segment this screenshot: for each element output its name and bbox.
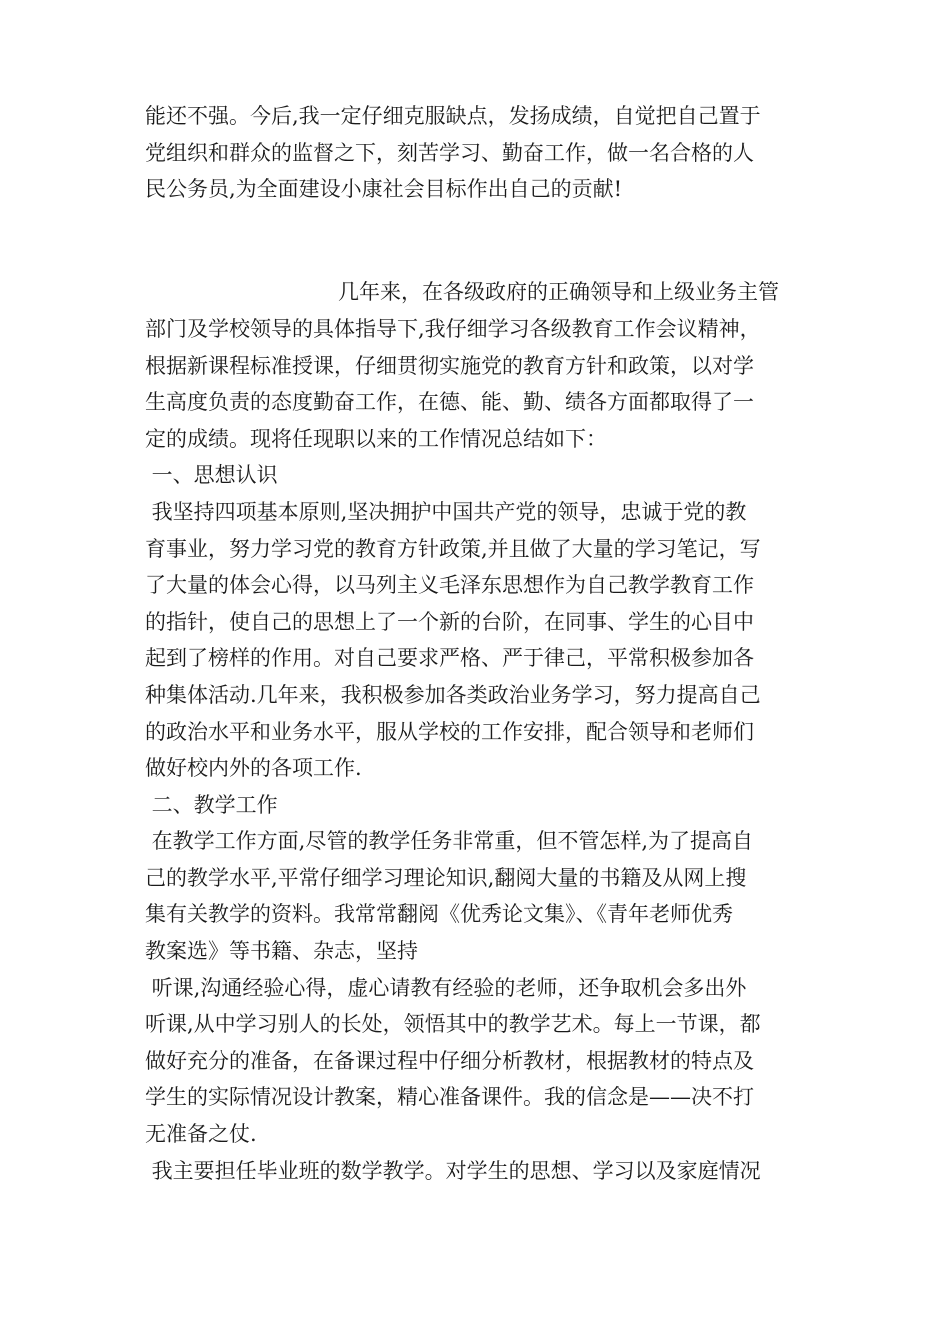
text-line: 根据新课程标准授课，仔细贯彻实施党的教育方针和政策，以对学 bbox=[145, 353, 754, 378]
text-line: 我主要担任毕业班的数学教学。对学生的思想、学习以及家庭情况 bbox=[145, 1158, 761, 1183]
text-line: 育事业，努力学习党的教育方针政策,并且做了大量的学习笔记，写 bbox=[145, 536, 761, 561]
paragraph-thought bbox=[145, 494, 815, 787]
blank-line bbox=[145, 208, 815, 245]
text-line: 做好充分的准备，在备课过程中仔细分析教材，根据教材的特点及 bbox=[145, 1048, 754, 1073]
text-line: 做好校内外的各项工作. bbox=[145, 756, 362, 781]
text-line: 几年来，在各级政府的正确领导和上级业务主管 bbox=[338, 280, 779, 305]
text-line: 无准备之仗. bbox=[145, 1122, 257, 1147]
text-line: 定的成绩。现将任现职以来的工作情况总结如下： bbox=[145, 426, 607, 451]
paragraph-lessons bbox=[145, 970, 815, 1153]
spacer bbox=[145, 244, 815, 274]
text-line: 起到了榜样的作用。对自己要求严格、严于律己，平常积极参加各 bbox=[145, 646, 754, 671]
section-heading-teaching: 二、教学工作 bbox=[145, 792, 278, 817]
text-line: 己的教学水平,平常仔细学习理论知识,翻阅大量的书籍及从网上搜 bbox=[145, 865, 747, 890]
text-line: 学生的实际情况设计教案，精心准备课件。我的信念是——决不打 bbox=[145, 1085, 754, 1110]
text-line: 民公务员,为全面建设小康社会目标作出自己的贡献! bbox=[145, 177, 623, 202]
text-line: 集有关教学的资料。我常常翻阅《优秀论文集》、《青年老师优秀 bbox=[145, 902, 733, 927]
paragraph-conclusion bbox=[145, 98, 815, 208]
section-heading-thought: 一、思想认识 bbox=[145, 463, 278, 488]
text-line: 的指针，使自己的思想上了一个新的台阶，在同事、学生的心目中 bbox=[145, 609, 754, 634]
text-line: 听课,从中学习别人的长处，领悟其中的教学艺术。每上一节课，都 bbox=[145, 1012, 761, 1037]
text-line: 部门及学校领导的具体指导下,我仔细学习各级教育工作会议精神， bbox=[145, 316, 761, 341]
text-line: 了大量的体会心得，以马列主义毛泽东思想作为自己教学教育工作 bbox=[145, 573, 754, 598]
paragraph-intro bbox=[145, 274, 815, 457]
text-line: 能还不强。今后,我一定仔细克服缺点，发扬成绩，自觉把自己置于 bbox=[145, 104, 761, 128]
text-line: 党组织和群众的监督之下，刻苦学习、勤奋工作，做一名合格的人 bbox=[145, 140, 754, 165]
text-line: 教案选》等书籍、杂志，坚持 bbox=[145, 939, 418, 964]
text-line: 我坚持四项基本原则,坚决拥护中国共产党的领导，忠诚于党的教 bbox=[145, 499, 747, 524]
paragraph-graduating-class bbox=[145, 1153, 815, 1190]
text-line: 的政治水平和业务水平，服从学校的工作安排，配合领导和老师们 bbox=[145, 719, 754, 744]
text-line: 在教学工作方面,尽管的教学任务非常重，但不管怎样,为了提高自 bbox=[145, 829, 754, 854]
paragraph-teaching bbox=[145, 823, 815, 969]
document-body bbox=[145, 98, 815, 1189]
text-line: 生高度负责的态度勤奋工作，在德、能、勤、绩各方面都取得了一 bbox=[145, 390, 754, 415]
text-line: 听课,沟通经验心得，虚心请教有经验的老师，还争取机会多出外 bbox=[145, 975, 747, 1000]
text-line: 种集体活动.几年来，我积极参加各类政治业务学习，努力提高自己 bbox=[145, 682, 761, 707]
